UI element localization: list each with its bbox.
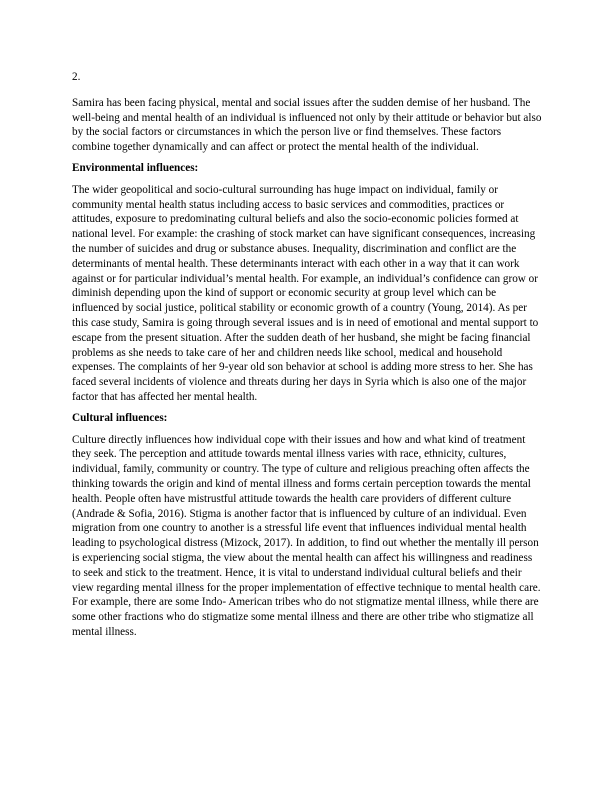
intro-paragraph: Samira has been facing physical, mental and social issues after the sudden demise of her husband. The well-being and mental health of an individual is influenced not only by their attitude or behavior but also by the social factors or circumstances in which the person live or find themselves. These factors combine together dynamically and can affect or protect the mental health of the individual. (72, 96, 542, 154)
environmental-influences-heading: Environmental influences: (72, 161, 199, 174)
document-body (72, 70, 542, 646)
cultural-influences-paragraph: Culture directly influences how individual cope with their issues and how and what kind of treatment they seek. The perception and attitude towards mental illness varies with race, ethnicity, cultures, individual, family, community or country. The type of culture and religious preaching often affects the thinking towards the origin and kind of mental illness and forms certain perception towards the mental health. People often have mistrustful attitude towards the health care providers of different culture (Andrade & Sofia, 2016). Stigma is another factor that is influenced by culture of an individual. Even migration from one country to another is a stressful life event that influences individual mental health leading to psychological distress (Mizock, 2017). In addition, to find out whether the mentally ill person is experiencing social stigma, the view about the mental health can affect his willingness and readiness to seek and stick to the treatment. Hence, it is vital to understand individual cultural beliefs and their view regarding mental illness for the proper implementation of effective technique to mental health care. For example, there are some Indo- American tribes who do not stigmatize mental illness, while there are some other fractions who do stigmatize some mental illness and there are other tribe who stigmatize all mental illness. (72, 433, 541, 638)
cultural-influences-heading: Cultural influences: (72, 411, 168, 424)
section-number: 2. (72, 71, 81, 83)
environmental-influences-paragraph: The wider geopolitical and socio-cultural surrounding has huge impact on individual, family or community mental health status including access to basic services and commodities, practices or attitudes, exposure to predominating cultural beliefs and also the socio-economic policies formed at national level. For example: the crashing of stock market can have significant consequences, increasing the number of suicides and drug or substance abuses. Inequality, discrimination and conflict are the determinants of mental health. These determinants interact with each other in a way that it can work against or for particular individual’s mental health. For example, an individual’s confidence can grow or diminish depending upon the kind of support or economic security at group level which can be influenced by social justice, political stability or economic growth of a country (Young, 2014). As per this case study, Samira is going through several issues and is in need of emotional and mental support to escape from the present situation. After the sudden death of her husband, she might be facing financial problems as she needs to take care of her and children needs like school, medical and household expenses. The complaints of her 9-year old son behavior at school is adding more stress to her. She has faced several incidents of violence and threats during her days in Syria which is also one of the major factor that has affected her mental health. (72, 183, 539, 403)
